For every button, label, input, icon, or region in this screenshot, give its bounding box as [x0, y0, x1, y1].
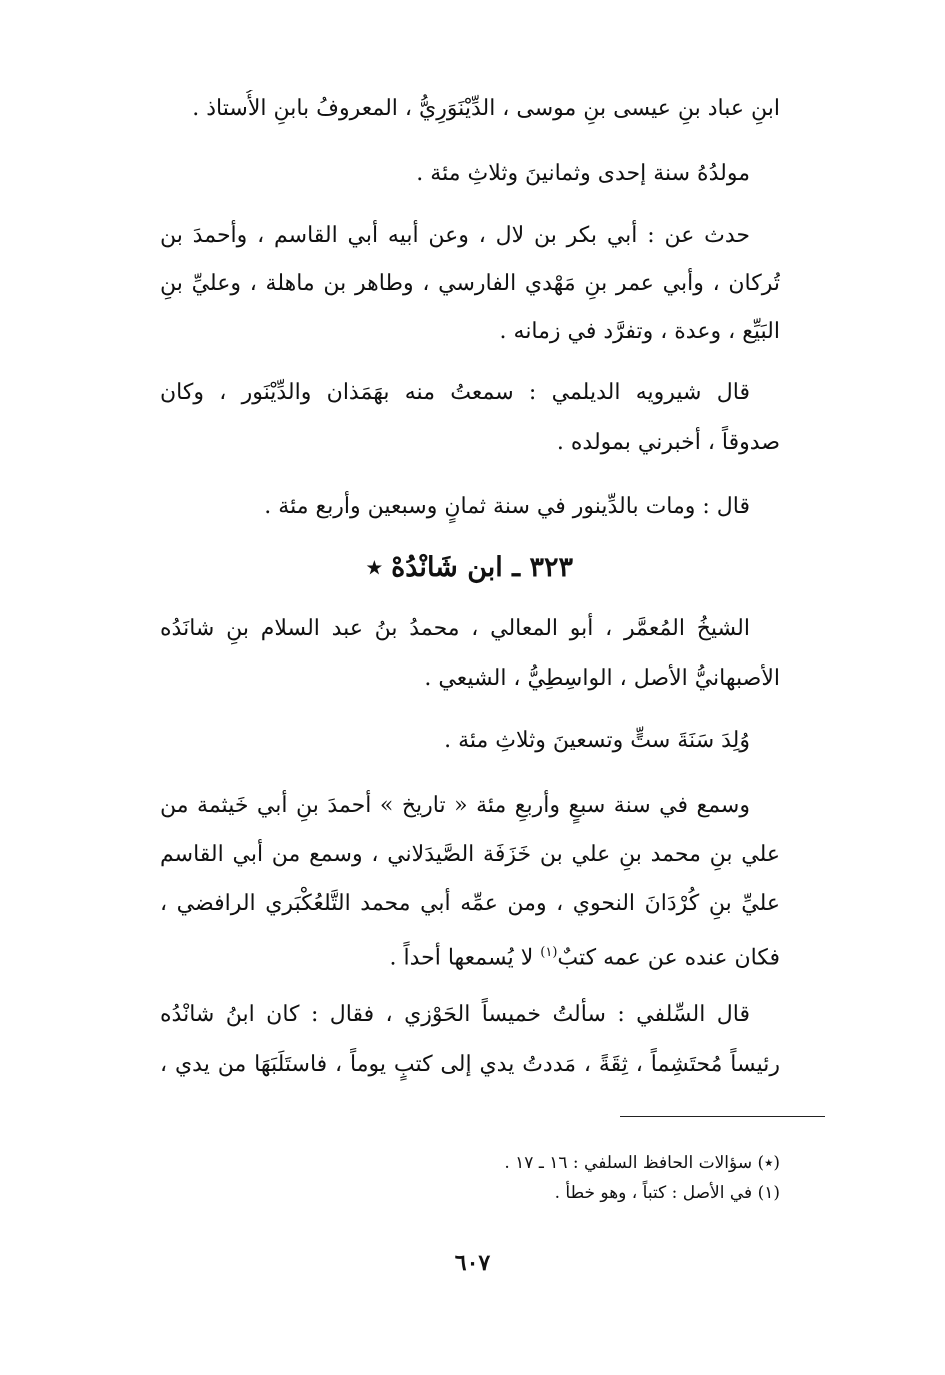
text-line: الأصبهانيُّ الأصل ، الواسِطِيُّ ، الشيعي . — [424, 666, 780, 691]
text-line: البَيِّع ، وعدة ، وتفرَّد في زمانه . — [499, 319, 780, 344]
text-line: قال السِّلفي : سألتُ خميساً الحَوْزي ، فقال : كان ابنُ شانْدُه — [160, 1002, 750, 1027]
text-fragment: فكان عنده عن عمه كتبٌ — [557, 945, 780, 971]
text-line: حدث عن : أبي بكر بن لال ، وعن أبيه أبي القاسم ، وأحمدَ بن — [160, 223, 750, 248]
text-line: رئيساً مُحتَشِماً ، ثِقَةً ، مَددتُ يدي إلى كتبٍ يوماً ، فاستَلَبَهَا من يدي ، — [160, 1052, 780, 1077]
text-line: وسمع في سنة سبعٍ وأربعِ مئة « تاريخ » أحمدَ بنِ أبي خَيثمة من — [160, 793, 750, 818]
text-fragment: لا يُسمعها أحداً . — [389, 945, 541, 971]
text-line: صدوقاً ، أخبرني بمولده . — [556, 430, 780, 455]
text-line: قال شيرويه الديلمي : سمعتُ منه بهَمَذان والدِّيْنَور ، وكان — [160, 380, 750, 405]
text-line: علي بنِ محمد بنِ علي بن خَزَفَة الصَّيدَلاني ، وسمع من أبي القاسم — [160, 842, 780, 867]
text-line: ابنِ عباد بنِ عيسى بنِ موسى ، الدِّيْنَوَرِيُّ ، المعروفُ بابنِ الأُستاذ . — [192, 96, 780, 121]
footnote-divider — [620, 1116, 825, 1117]
footnote: (١) في الأصل : كتباً ، وهو خطأ . — [554, 1183, 780, 1203]
footnote-marker[interactable]: (١) — [540, 945, 558, 960]
text-line — [160, 934, 780, 977]
section-heading: ٣٢٣ ـ ابن شَانْدُهْ ٭ — [367, 552, 573, 583]
text-line: الشيخُ المُعمَّر ، أبو المعالي ، محمدُ بنُ عبد السلام بنِ شانَدُه — [160, 616, 750, 641]
page-number: ٦٠٧ — [454, 1250, 491, 1276]
text-line: قال : ومات بالدِّينور في سنة ثمانٍ وسبعين وأربع مئة . — [264, 494, 750, 519]
text-line: عليِّ بنِ كُرْدَانَ النحوي ، ومن عمِّه أبي محمد التَّلعُكْبَري الرافضي ، — [160, 891, 780, 916]
text-line: وُلِدَ سَنَةَ ستٍّ وتسعينَ وثلاثِ مئة . — [444, 728, 750, 753]
text-line: مولدُهُ سنة إحدى وثمانينَ وثلاثِ مئة . — [416, 161, 750, 186]
footnote: (٭) سؤالات الحافظ السلفي : ١٦ ـ ١٧ . — [504, 1153, 780, 1173]
text-line: تُركان ، وأبي عمر بنِ مَهْدي الفارسي ، وطاهر بن ماهلة ، وعليِّ بنِ — [160, 271, 780, 296]
